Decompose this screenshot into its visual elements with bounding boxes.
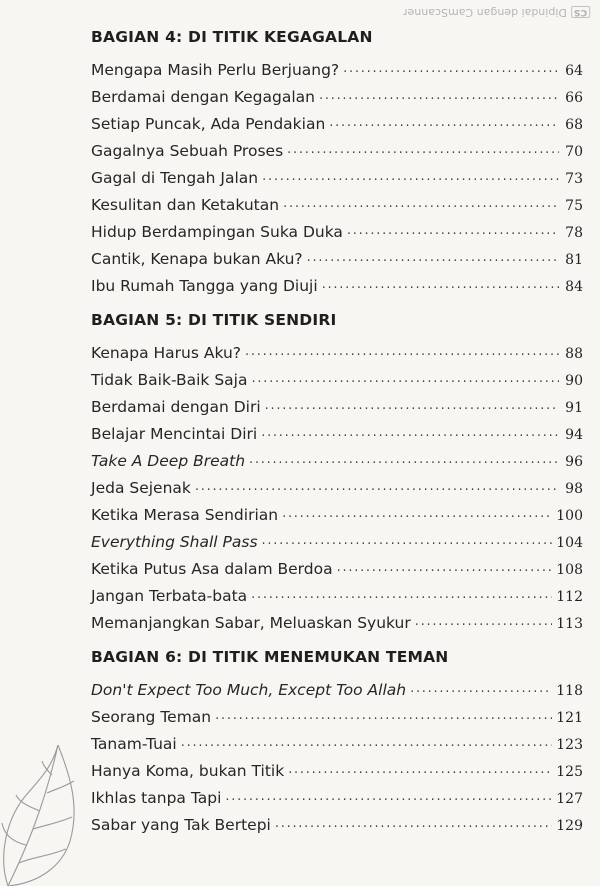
toc-entry xyxy=(91,470,583,497)
toc-entry xyxy=(91,187,583,214)
toc-entry xyxy=(91,497,583,524)
entry-title: Ketika Merasa Sendirian xyxy=(91,506,279,524)
dot-leader xyxy=(307,251,559,268)
toc-entry xyxy=(91,524,583,551)
page-number: 94 xyxy=(565,427,583,443)
page-number: 125 xyxy=(556,764,583,780)
dot-leader xyxy=(262,534,553,551)
page-number: 108 xyxy=(556,562,583,578)
dot-leader xyxy=(249,453,559,470)
entry-title: Everything Shall Pass xyxy=(91,533,258,551)
page-number: 70 xyxy=(565,144,583,160)
entry-title: Ibu Rumah Tangga yang Diuji xyxy=(91,277,318,295)
toc-entry xyxy=(91,241,583,268)
page-number: 121 xyxy=(556,710,583,726)
section-title: BAGIAN 4: DI TITIK KEGAGALAN xyxy=(91,28,373,46)
entry-title: Cantik, Kenapa bukan Aku? xyxy=(91,250,303,268)
table-of-contents xyxy=(91,28,583,850)
toc-entry xyxy=(91,551,583,578)
dot-leader xyxy=(251,372,559,389)
entry-title: Tidak Baik-Baik Saja xyxy=(91,371,248,389)
page-number: 96 xyxy=(565,454,583,470)
dot-leader xyxy=(225,790,552,807)
page-number: 73 xyxy=(565,171,583,187)
entry-title: Gagal di Tengah Jalan xyxy=(91,169,259,187)
camscanner-badge: CS xyxy=(571,7,590,19)
dot-leader xyxy=(329,116,559,133)
toc-entry xyxy=(91,160,583,187)
page-number: 90 xyxy=(565,373,583,389)
camscanner-watermark xyxy=(403,6,590,19)
dot-leader xyxy=(181,736,553,753)
dot-leader xyxy=(215,709,552,726)
entry-title: Berdamai dengan Kegagalan xyxy=(91,88,315,106)
dot-leader xyxy=(288,763,552,780)
page-number: 78 xyxy=(565,225,583,241)
dot-leader xyxy=(262,170,559,187)
entry-title: Hanya Koma, bukan Titik xyxy=(91,762,285,780)
page-number: 81 xyxy=(565,252,583,268)
dot-leader xyxy=(415,615,553,632)
toc-entry xyxy=(91,79,583,106)
toc-entry xyxy=(91,362,583,389)
toc-entry xyxy=(91,416,583,443)
entry-title: Take A Deep Breath xyxy=(91,452,246,470)
dot-leader xyxy=(319,89,559,106)
section-title: BAGIAN 5: DI TITIK SENDIRI xyxy=(91,311,337,329)
toc-entry xyxy=(91,133,583,160)
toc-entry xyxy=(91,672,583,699)
page-number: 123 xyxy=(556,737,583,753)
page-number: 118 xyxy=(556,683,583,699)
dot-leader xyxy=(251,588,552,605)
dot-leader xyxy=(195,480,559,497)
page-number: 68 xyxy=(565,117,583,133)
toc-entry xyxy=(91,807,583,834)
entry-title: Ketika Putus Asa dalam Berdoa xyxy=(91,560,333,578)
page-number: 100 xyxy=(556,508,583,524)
page-number: 91 xyxy=(565,400,583,416)
dot-leader xyxy=(265,399,559,416)
entry-title: Belajar Mencintai Diri xyxy=(91,425,258,443)
section-bagian-4 xyxy=(91,28,583,295)
entry-title: Don't Expect Too Much, Except Too Allah xyxy=(91,681,407,699)
toc-entry xyxy=(91,578,583,605)
page-number: 64 xyxy=(565,63,583,79)
entry-title: Ikhlas tanpa Tapi xyxy=(91,789,222,807)
toc-entry xyxy=(91,605,583,632)
entry-title: Setiap Puncak, Ada Pendakian xyxy=(91,115,326,133)
entry-title: Sabar yang Tak Bertepi xyxy=(91,816,271,834)
entry-title: Berdamai dengan Diri xyxy=(91,398,261,416)
entry-title: Kenapa Harus Aku? xyxy=(91,344,242,362)
entry-list xyxy=(91,335,583,632)
page-number: 112 xyxy=(556,589,583,605)
entry-title: Hidup Berdampingan Suka Duka xyxy=(91,223,343,241)
page-number: 98 xyxy=(565,481,583,497)
dot-leader xyxy=(245,345,559,362)
toc-entry xyxy=(91,335,583,362)
section-bagian-5 xyxy=(91,311,583,632)
dot-leader xyxy=(275,817,552,834)
dot-leader xyxy=(410,682,552,699)
entry-title: Seorang Teman xyxy=(91,708,212,726)
page-number: 66 xyxy=(565,90,583,106)
section-bagian-6 xyxy=(91,648,583,834)
toc-entry xyxy=(91,699,583,726)
dot-leader xyxy=(287,143,559,160)
entry-list xyxy=(91,52,583,295)
dot-leader xyxy=(261,426,559,443)
page-number: 84 xyxy=(565,279,583,295)
entry-title: Memanjangkan Sabar, Meluaskan Syukur xyxy=(91,614,411,632)
section-title: BAGIAN 6: DI TITIK MENEMUKAN TEMAN xyxy=(91,648,449,666)
leaf-illustration xyxy=(0,745,90,886)
entry-title: Jangan Terbata-bata xyxy=(91,587,248,605)
entry-title: Gagalnya Sebuah Proses xyxy=(91,142,284,160)
toc-entry xyxy=(91,52,583,79)
dot-leader xyxy=(347,224,559,241)
dot-leader xyxy=(282,507,552,524)
entry-title: Kesulitan dan Ketakutan xyxy=(91,196,280,214)
dot-leader xyxy=(283,197,559,214)
dot-leader xyxy=(322,278,559,295)
dot-leader xyxy=(343,62,559,79)
camscanner-text: Dipindai dengan CamScanner xyxy=(402,6,567,19)
page-number: 75 xyxy=(565,198,583,214)
entry-list xyxy=(91,672,583,834)
entry-title: Tanam-Tuai xyxy=(91,735,177,753)
toc-entry xyxy=(91,389,583,416)
toc-entry xyxy=(91,780,583,807)
toc-entry xyxy=(91,753,583,780)
toc-entry xyxy=(91,214,583,241)
page-number: 104 xyxy=(556,535,583,551)
toc-entry xyxy=(91,443,583,470)
page-number: 129 xyxy=(556,818,583,834)
toc-entry xyxy=(91,726,583,753)
page-number: 113 xyxy=(556,616,583,632)
entry-title: Jeda Sejenak xyxy=(91,479,191,497)
page-number: 127 xyxy=(556,791,583,807)
page-number: 88 xyxy=(565,346,583,362)
entry-title: Mengapa Masih Perlu Berjuang? xyxy=(91,61,340,79)
dot-leader xyxy=(337,561,553,578)
toc-entry xyxy=(91,106,583,133)
toc-entry xyxy=(91,268,583,295)
